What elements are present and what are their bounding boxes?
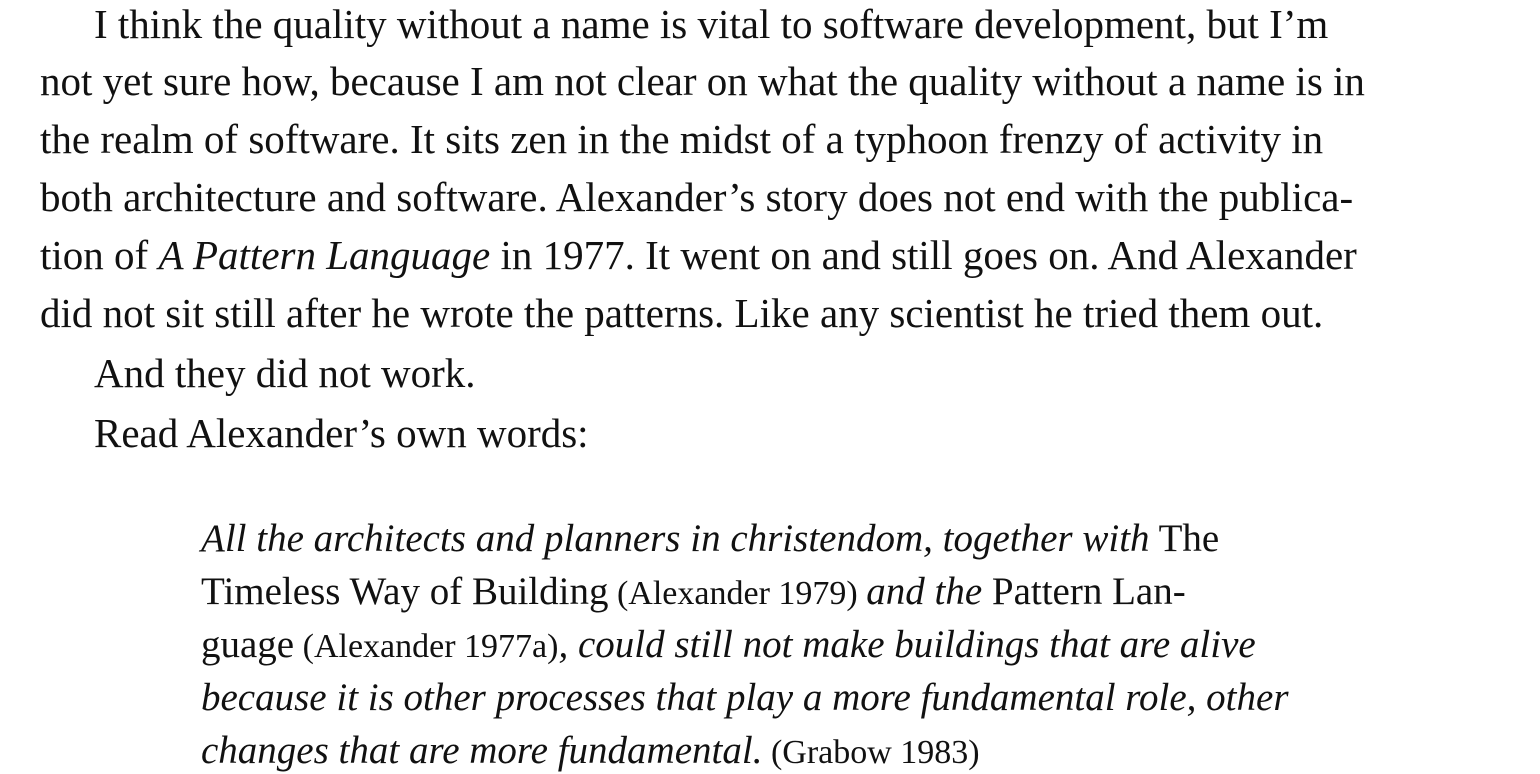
paragraph-1-line-3: the realm of software. It sits zen in the midst of a typhoon frenzy of activity in (40, 116, 1324, 162)
citation: (Alexander 1979) (608, 575, 867, 612)
block-quote-line-3 (201, 625, 1256, 664)
quote-book-title: Timeless Way of Building (201, 570, 609, 613)
quote-italic-text: and the (866, 570, 983, 613)
text-span: tion of (40, 232, 159, 278)
citation: (Grabow 1983) (762, 734, 980, 771)
block-quote-line-4 (201, 678, 1289, 717)
book-title: A Pattern Language (158, 232, 491, 278)
quote-book-title: The (1149, 517, 1220, 560)
text-span: in 1977. It went on and still goes on. And Alexander (490, 232, 1357, 278)
quote-italic-text: because it is other processes that play a more fundamental role, other (201, 676, 1289, 719)
paragraph-3: Read Alexander’s own words: (94, 410, 589, 456)
paragraph-1-line-5 (40, 232, 1357, 278)
block-quote-line-1 (201, 519, 1219, 558)
citation: (Alexander 1977a) (294, 628, 559, 665)
quote-book-title: guage (201, 623, 295, 666)
paragraph-1-line-1: I think the quality without a name is vital to software development, but I’m (94, 1, 1329, 47)
block-quote-line-5 (201, 731, 980, 770)
paragraph-2: And they did not work. (94, 350, 476, 396)
quote-italic-text: , could still not make buildings that are alive (558, 623, 1256, 666)
quote-italic-text: changes that are more fundamental. (201, 729, 763, 772)
quote-italic-text: All the architects and planners in christendom, together with (201, 517, 1150, 560)
paragraph-1-line-4: both architecture and software. Alexander’s story does not end with the publica- (40, 174, 1354, 220)
block-quote-line-2 (201, 572, 1186, 611)
paragraph-1-line-6: did not sit still after he wrote the patterns. Like any scientist he tried them out. (40, 290, 1324, 336)
paragraph-1-line-2: not yet sure how, because I am not clear on what the quality without a name is in (40, 58, 1365, 104)
quote-book-title: Pattern Lan- (982, 570, 1186, 613)
